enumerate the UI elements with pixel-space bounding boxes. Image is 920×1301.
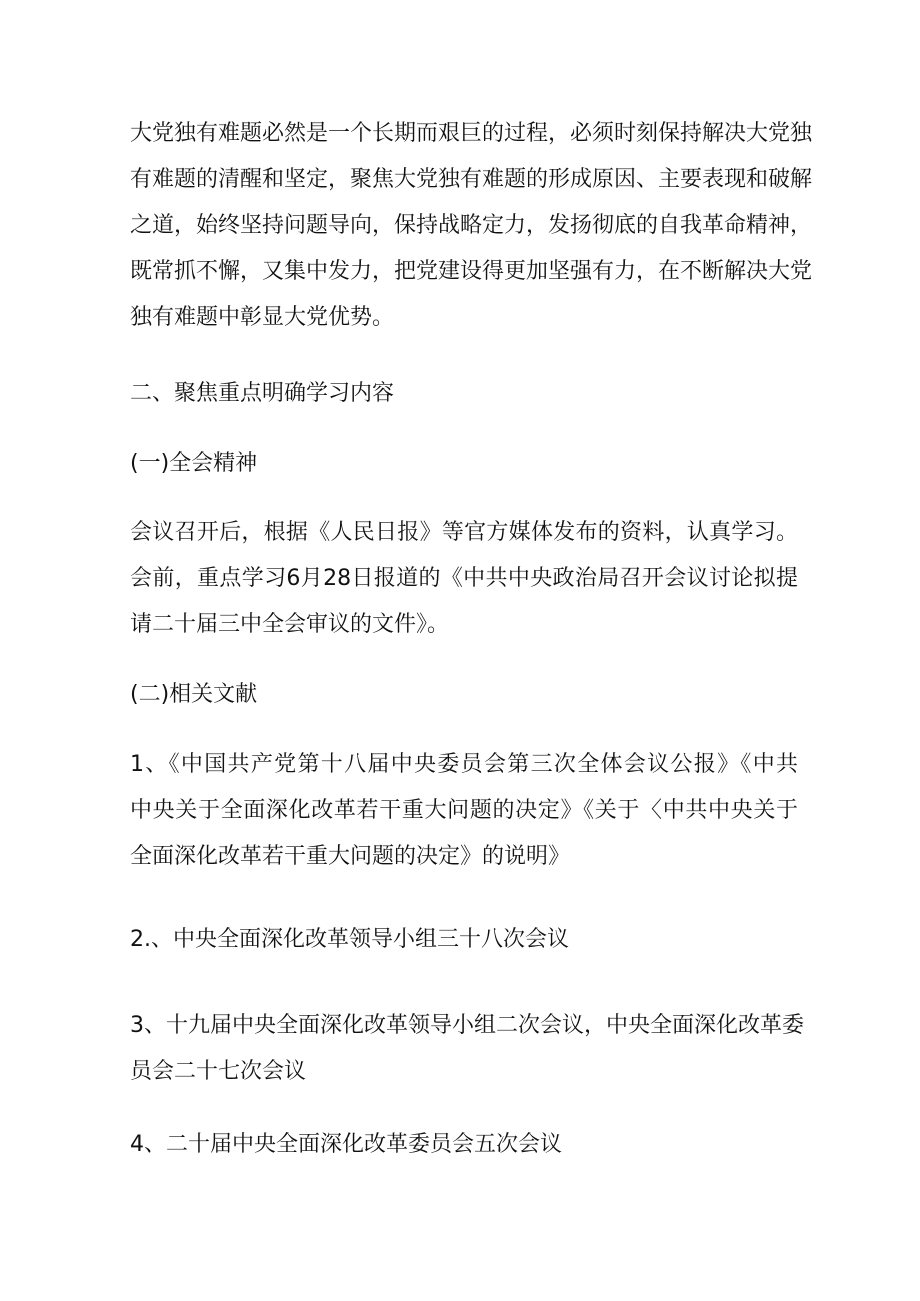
- text-line: 独有难题中彰显大党优势。: [130, 305, 395, 330]
- text-line: 大党独有难题必然是一个长期而艰巨的过程，必须时刻保持解决大党独: [130, 121, 813, 146]
- section-heading: [130, 371, 798, 417]
- text-line: 1、《中国共产党第十八届中央委员会第三次全体会议公报》《中共: [130, 752, 798, 777]
- text-line: 全面深化改革若干重大问题的决定》的说明》: [130, 844, 571, 869]
- text-line: 3、十九届中央全面深化改革领导小组二次会议，中央全面深化改革委: [130, 1013, 804, 1038]
- list-item: [130, 917, 798, 963]
- text-line: 既常抓不懈，又集中发力，把党建设得更加坚强有力，在不断解决大党: [130, 259, 813, 284]
- text-line: 2.、中央全面深化改革领导小组三十八次会议: [130, 927, 569, 952]
- text-line: 之道，始终坚持问题导向，保持战略定力，发扬彻底的自我革命精神，: [130, 213, 813, 238]
- text-line: 请二十届三中全会审议的文件》。: [130, 612, 450, 637]
- plenary-paragraph: [130, 510, 798, 648]
- section-heading-text: 二、聚焦重点明确学习内容: [130, 381, 395, 406]
- subsection-heading-plenary-spirit: [130, 441, 798, 487]
- subsection-heading-related-documents: [130, 672, 798, 718]
- list-item: [130, 742, 798, 880]
- subsection-heading-text: (一)全会精神: [130, 451, 258, 476]
- subsection-heading-text: (二)相关文献: [130, 682, 258, 707]
- text-line: 会议召开后，根据《人民日报》等官方媒体发布的资料，认真学习。: [130, 520, 798, 545]
- list-item: [130, 1122, 798, 1168]
- list-item: [130, 1003, 804, 1095]
- intro-paragraph: [130, 111, 813, 341]
- text-line: 中央关于全面深化改革若干重大问题的决定》《关于〈中共中央关于: [130, 798, 798, 823]
- text-line: 有难题的清醒和坚定，聚焦大党独有难题的形成原因、主要表现和破解: [130, 167, 813, 192]
- text-line: 员会二十七次会议: [130, 1059, 307, 1084]
- text-line: 会前，重点学习6月28日报道的《中共中央政治局召开会议讨论拟提: [130, 566, 798, 591]
- text-line: 4、二十届中央全面深化改革委员会五次会议: [130, 1132, 562, 1157]
